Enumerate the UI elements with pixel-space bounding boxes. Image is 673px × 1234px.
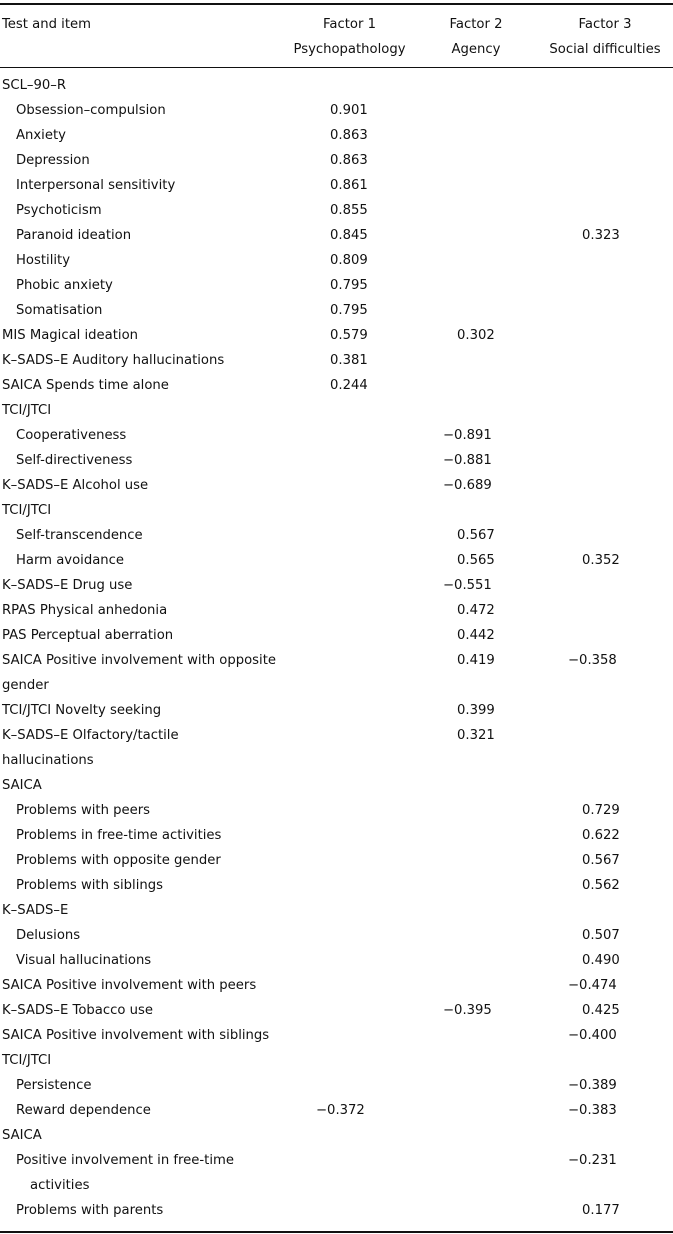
row-label: [2, 1023, 292, 1048]
table-row: [0, 823, 673, 848]
factor-3-loading: 0.567: [582, 853, 620, 868]
row-label-text: Somatisation: [16, 303, 103, 318]
table-row: [0, 623, 673, 648]
row-label-text: SAICA Spends time alone: [2, 378, 169, 393]
table-row: [0, 323, 673, 348]
header-factor-3-name: Social difficulties: [549, 42, 661, 57]
row-label-text: Delusions: [16, 928, 81, 943]
row-label: [2, 373, 292, 398]
row-label-text: K–SADS–E Alcohol use: [2, 478, 149, 493]
row-label: [2, 73, 292, 98]
table-row: [0, 523, 673, 548]
row-label-continuation: gender: [2, 678, 49, 693]
table-row: [0, 973, 673, 998]
row-label-text: RPAS Physical anhedonia: [2, 603, 168, 618]
row-label-text: SAICA Positive involvement with peers: [2, 978, 257, 993]
table-row: [0, 723, 673, 773]
row-label: [2, 1123, 292, 1148]
header-item-label: Test and item: [2, 17, 91, 32]
factor-1-loading: 0.579: [330, 328, 368, 343]
row-label-text: Problems with siblings: [16, 878, 163, 893]
table-body: [0, 73, 673, 1223]
row-label: [2, 723, 292, 773]
row-label-text: SAICA: [2, 1128, 42, 1143]
row-label-text: K–SADS–E: [2, 903, 69, 918]
row-label-continuation: hallucinations: [2, 753, 94, 768]
factor-1-loading: 0.901: [330, 103, 368, 118]
row-label: [2, 998, 292, 1023]
table-row: [0, 473, 673, 498]
table-row: [0, 873, 673, 898]
row-label: [2, 898, 292, 923]
table-row: [0, 698, 673, 723]
row-label: [2, 598, 292, 623]
factor-2-loading: 0.321: [457, 728, 495, 743]
factor-2-loading: −0.891: [443, 428, 492, 443]
row-label: [16, 298, 286, 323]
row-label-text: K–SADS–E Auditory hallucinations: [2, 353, 225, 368]
row-label-text: TCI/JTCI: [2, 403, 52, 418]
row-label: [2, 398, 292, 423]
row-label-text: TCI/JTCI: [2, 1053, 52, 1068]
header-factor-2: [436, 12, 516, 62]
row-label: [2, 348, 292, 373]
factor-1-loading: 0.795: [330, 278, 368, 293]
row-label-text: TCI/JTCI Novelty seeking: [2, 703, 162, 718]
row-label-text: TCI/JTCI: [2, 503, 52, 518]
row-label-text: Obsession–compulsion: [16, 103, 166, 118]
table-row: [0, 998, 673, 1023]
factor-3-loading: 0.352: [582, 553, 620, 568]
row-label-text: PAS Perceptual aberration: [2, 628, 174, 643]
row-label-text: Problems with opposite gender: [16, 853, 221, 868]
table-row: [0, 273, 673, 298]
row-label-text: Positive involvement in free-time: [16, 1153, 234, 1168]
factor-2-loading: 0.567: [457, 528, 495, 543]
row-label: [2, 773, 292, 798]
table-row: [0, 1148, 673, 1198]
table-row: [0, 948, 673, 973]
factor-2-loading: 0.419: [457, 653, 495, 668]
header-factor-2-number: Factor 2: [449, 17, 503, 32]
factor-3-loading: 0.507: [582, 928, 620, 943]
table-row: [0, 1198, 673, 1223]
table-row: [0, 1073, 673, 1098]
table-row: [0, 173, 673, 198]
factor-3-loading: 0.490: [582, 953, 620, 968]
row-label: [2, 498, 292, 523]
factor-1-loading: 0.244: [330, 378, 368, 393]
row-label: [16, 948, 286, 973]
factor-2-loading: 0.565: [457, 553, 495, 568]
row-label-text: SAICA Positive involvement with siblings: [2, 1028, 270, 1043]
table-row: [0, 148, 673, 173]
table-row: [0, 923, 673, 948]
table-row: [0, 223, 673, 248]
factor-1-loading: −0.372: [316, 1103, 365, 1118]
row-label: [2, 573, 292, 598]
factor-3-loading: −0.383: [568, 1103, 617, 1118]
row-label-text: SAICA: [2, 778, 42, 793]
row-label: [16, 448, 286, 473]
header-factor-3-number: Factor 3: [578, 17, 632, 32]
header-factor-2-name: Agency: [451, 42, 501, 57]
header-factor-1-name: Psychopathology: [293, 42, 406, 57]
factor-2-loading: 0.442: [457, 628, 495, 643]
row-label: [2, 973, 292, 998]
row-label-text: SAICA Positive involvement with opposite: [2, 653, 277, 668]
row-label-text: Paranoid ideation: [16, 228, 132, 243]
factor-3-loading: 0.177: [582, 1203, 620, 1218]
header-test-and-item: [2, 12, 91, 37]
row-label-text: Hostility: [16, 253, 70, 268]
row-label: [16, 98, 286, 123]
table-row: [0, 98, 673, 123]
factor-2-loading: −0.881: [443, 453, 492, 468]
row-label: [16, 148, 286, 173]
header-factor-1: [292, 12, 407, 62]
row-label-text: Phobic anxiety: [16, 278, 113, 293]
row-label-text: Self-directiveness: [16, 453, 133, 468]
table-row: [0, 298, 673, 323]
row-label: [16, 123, 286, 148]
row-label: [16, 873, 286, 898]
row-label: [2, 623, 292, 648]
factor-3-loading: 0.622: [582, 828, 620, 843]
row-label: [2, 648, 292, 698]
table-row: [0, 898, 673, 923]
row-label-text: K–SADS–E Olfactory/tactile: [2, 728, 179, 743]
top-rule: [0, 3, 673, 5]
factor-3-loading: 0.323: [582, 228, 620, 243]
row-label-text: Persistence: [16, 1078, 92, 1093]
factor-3-loading: 0.729: [582, 803, 620, 818]
table-row: [0, 1123, 673, 1148]
row-label: [16, 798, 286, 823]
factor-1-loading: 0.863: [330, 153, 368, 168]
row-label-text: K–SADS–E Tobacco use: [2, 1003, 153, 1018]
row-label: [16, 548, 286, 573]
factor-3-loading: 0.562: [582, 878, 620, 893]
row-label-text: Problems in free-time activities: [16, 828, 222, 843]
factor-3-loading: 0.425: [582, 1003, 620, 1018]
row-label-text: Reward dependence: [16, 1103, 151, 1118]
row-label: [16, 823, 286, 848]
table-row: [0, 773, 673, 798]
row-label-continuation: activities: [30, 1178, 90, 1193]
factor-2-loading: −0.395: [443, 1003, 492, 1018]
row-label: [16, 273, 286, 298]
row-label: [16, 248, 286, 273]
row-label: [2, 698, 292, 723]
row-label: [16, 923, 286, 948]
row-label-text: Visual hallucinations: [16, 953, 152, 968]
table-row: [0, 398, 673, 423]
factor-3-loading: −0.400: [568, 1028, 617, 1043]
table-row: [0, 573, 673, 598]
factor-1-loading: 0.795: [330, 303, 368, 318]
row-label: [16, 423, 286, 448]
factor-1-loading: 0.381: [330, 353, 368, 368]
factor-1-loading: 0.845: [330, 228, 368, 243]
header-factor-1-number: Factor 1: [323, 17, 376, 32]
factor-2-loading: −0.689: [443, 478, 492, 493]
row-label: [2, 323, 292, 348]
row-label-text: Psychoticism: [16, 203, 102, 218]
row-label-text: Self-transcendence: [16, 528, 143, 543]
row-label: [2, 1048, 292, 1073]
factor-2-loading: 0.399: [457, 703, 495, 718]
row-label: [2, 473, 292, 498]
row-label-text: Depression: [16, 153, 90, 168]
table-row: [0, 348, 673, 373]
header-factor-3: [545, 12, 665, 62]
row-label-text: K–SADS–E Drug use: [2, 578, 133, 593]
row-label: [16, 173, 286, 198]
factor-1-loading: 0.861: [330, 178, 368, 193]
table-row: [0, 598, 673, 623]
factor-3-loading: −0.389: [568, 1078, 617, 1093]
row-label: [16, 1198, 286, 1223]
row-label: [16, 848, 286, 873]
row-label: [16, 1073, 286, 1098]
row-label: [16, 1148, 286, 1198]
bottom-rule: [0, 1231, 673, 1233]
table-row: [0, 548, 673, 573]
row-label: [16, 223, 286, 248]
factor-1-loading: 0.863: [330, 128, 368, 143]
row-label-text: SCL–90–R: [2, 78, 67, 93]
factor-3-loading: −0.358: [568, 653, 617, 668]
table-row: [0, 798, 673, 823]
row-label-text: MIS Magical ideation: [2, 328, 139, 343]
factor-2-loading: 0.302: [457, 328, 495, 343]
table-row: [0, 498, 673, 523]
row-label-text: Anxiety: [16, 128, 66, 143]
table-row: [0, 198, 673, 223]
row-label-text: Problems with parents: [16, 1203, 164, 1218]
table-row: [0, 848, 673, 873]
row-label-text: Harm avoidance: [16, 553, 125, 568]
factor-1-loading: 0.855: [330, 203, 368, 218]
factor-3-loading: −0.231: [568, 1153, 617, 1168]
table-row: [0, 1048, 673, 1073]
table-row: [0, 423, 673, 448]
row-label-text: Cooperativeness: [16, 428, 127, 443]
row-label: [16, 1098, 286, 1123]
row-label-text: Interpersonal sensitivity: [16, 178, 176, 193]
table-row: [0, 448, 673, 473]
table-row: [0, 648, 673, 698]
row-label: [16, 198, 286, 223]
factor-3-loading: −0.474: [568, 978, 617, 993]
table-row: [0, 373, 673, 398]
table-row: [0, 1098, 673, 1123]
table-row: [0, 248, 673, 273]
factor-2-loading: 0.472: [457, 603, 495, 618]
row-label-text: Problems with peers: [16, 803, 151, 818]
table-row: [0, 1023, 673, 1048]
header-rule: [0, 67, 673, 68]
factor-2-loading: −0.551: [443, 578, 492, 593]
factor-1-loading: 0.809: [330, 253, 368, 268]
table-row: [0, 123, 673, 148]
table-row: [0, 73, 673, 98]
row-label: [16, 523, 286, 548]
